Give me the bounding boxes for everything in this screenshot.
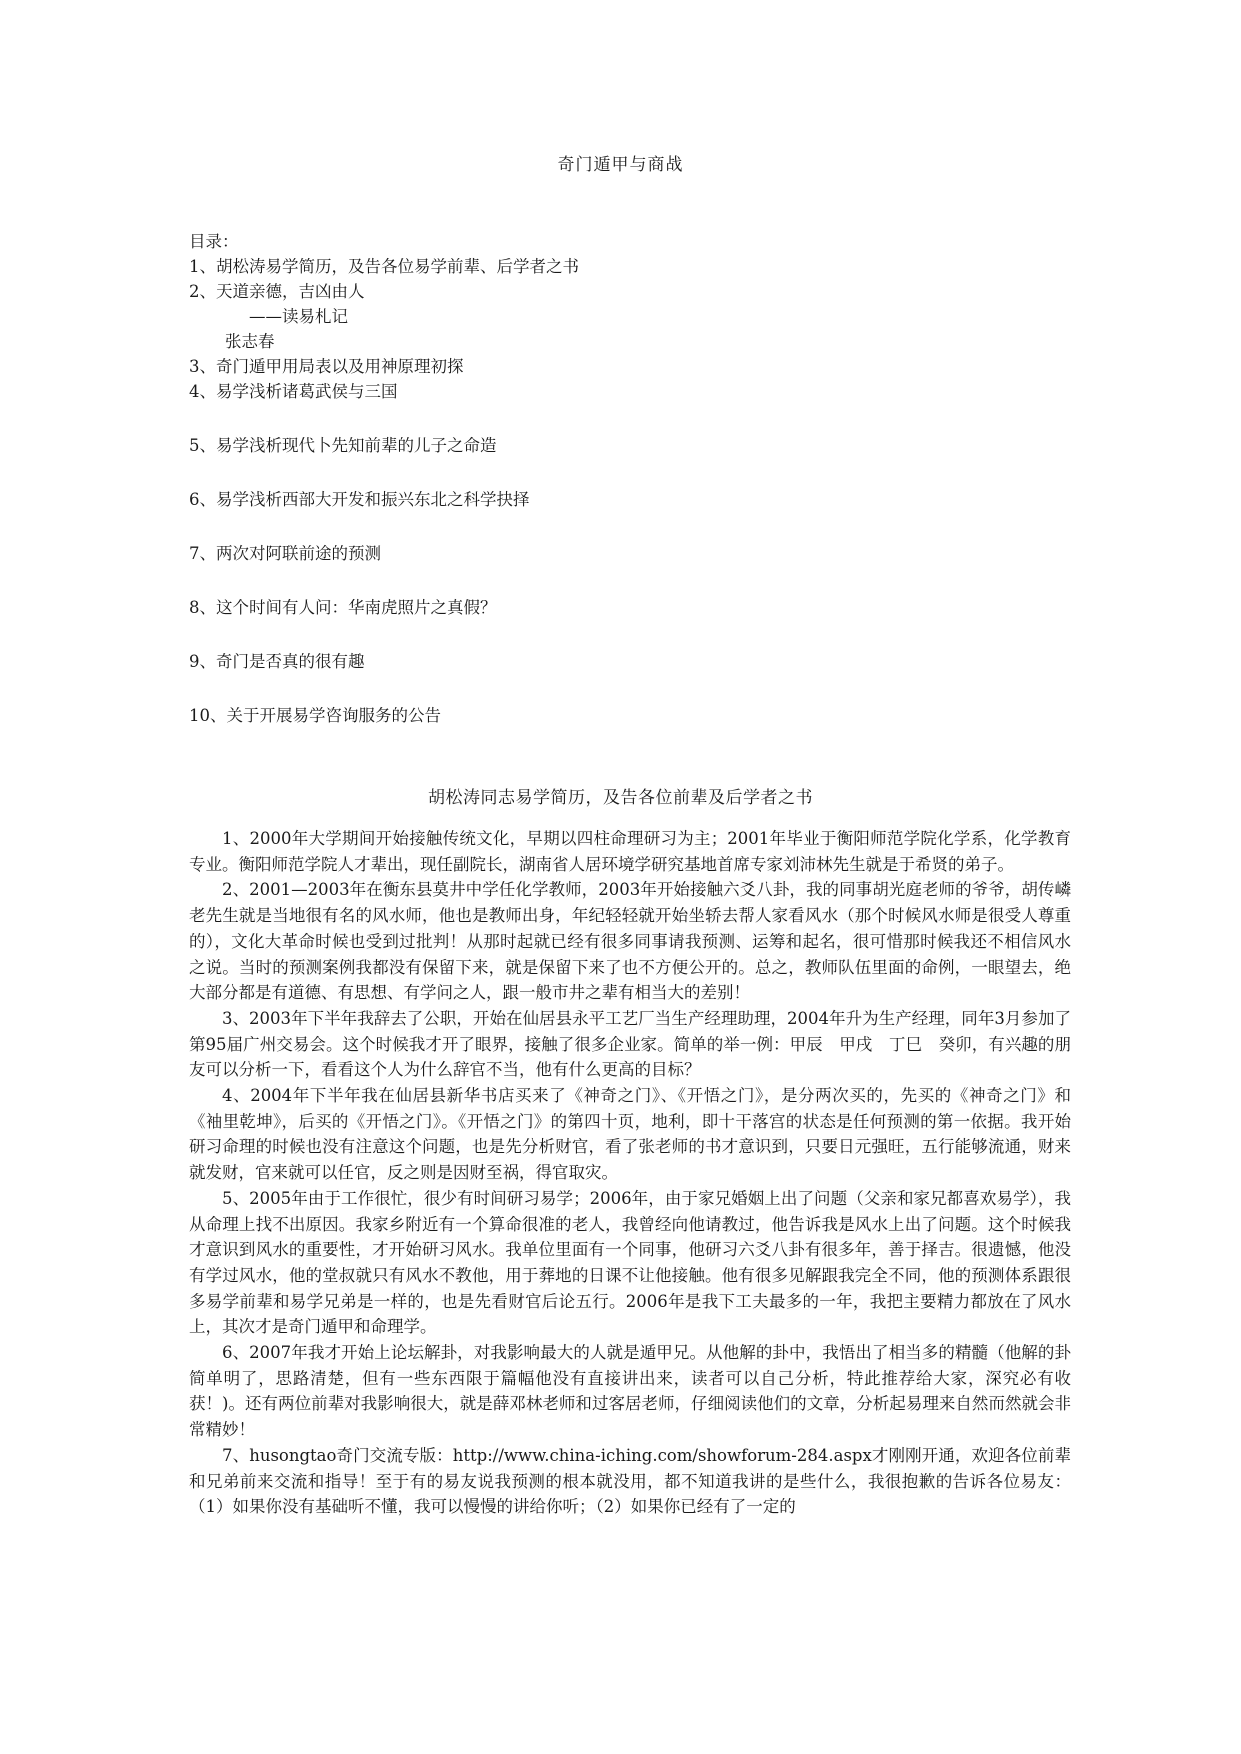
paragraph-1: 1、2000年大学期间开始接触传统文化，早期以四柱命理研习为主；2001年毕业于衡阳师范学院化学系，化学教育专业。衡阳师范学院人才辈出，现任副院长，湖南省人居环境学研究基地首席专家刘沛林先生就是于希贤的弟子。 bbox=[189, 829, 1071, 874]
toc-item-4: 4、易学浅析诸葛武侯与三国 bbox=[189, 382, 398, 401]
section-title: 胡松涛同志易学简历，及告各位前辈及后学者之书 bbox=[428, 788, 813, 808]
toc-item-6: 6、易学浅析西部大开发和振兴东北之科学抉择 bbox=[189, 490, 530, 509]
paragraph-5: 5、2005年由于工作很忙，很少有时间研习易学；2006年，由于家兄婚姻上出了问题（父亲和家兄都喜欢易学），我从命理上找不出原因。我家乡附近有一个算命很准的老人，我曾经向他请教过，他告诉我是风水上出了问题。这个时候我才意识到风水的重要性，才开始研习风水。我单位里面有一个同事，他研习六爻八卦有很多年，善于择吉。很遗憾，他没有学过风水，他的堂叔就只有风水不教他，用于葬地的日课不让他接触。他有很多见解跟我完全不同，他的预测体系跟很多易学前辈和易学兄弟是一样的，也是先看财官后论五行。2006年是我下工夫最多的一年，我把主要精力都放在了风水上，其次才是奇门遁甲和命理学。 bbox=[189, 1188, 1071, 1337]
body-text bbox=[189, 826, 1071, 1520]
toc-item-1: 1、胡松涛易学简历，及告各位易学前辈、后学者之书 bbox=[189, 257, 579, 276]
toc-item-2-subtitle: ——读易札记 bbox=[249, 307, 348, 326]
paragraph-6: 6、2007年我才开始上论坛解卦，对我影响最大的人就是遁甲兄。从他解的卦中，我悟出了相当多的精髓（他解的卦简单明了，思路清楚，但有一些东西限于篇幅他没有直接讲出来，读者可以自己分析，特此推荐给大家，深究必有收获！)。还有两位前辈对我影响很大，就是薛邓林老师和过客居老师，仔细阅读他们的文章，分析起易理来自然而然就会非常精妙！ bbox=[189, 1343, 1071, 1440]
paragraph-7: 7、husongtao奇门交流专版：http://www.china-iching.com/showforum-284.aspx才刚刚开通，欢迎各位前辈和兄弟前来交流和指导！至于有的易友说我预测的根本就没用，都不知道我讲的是些什么，我很抱歉的告诉各位易友：（1）如果你没有基础听不懂，我可以慢慢的讲给你听；（2）如果你已经有了一定的 bbox=[189, 1445, 1071, 1517]
toc-item-7: 7、两次对阿联前途的预测 bbox=[189, 544, 381, 563]
paragraph-3: 3、2003年下半年我辞去了公职，开始在仙居县永平工艺厂当生产经理助理，2004年升为生产经理，同年3月参加了第95届广州交易会。这个时候我才开了眼界，接触了很多企业家。简单的举一例：甲辰 甲戌 丁巳 癸卯，有兴趣的朋友可以分析一下，看看这个人为什么辞官不当，他有什么更高的目标？ bbox=[189, 1008, 1071, 1080]
toc-item-10: 10、关于开展易学咨询服务的公告 bbox=[189, 706, 441, 725]
toc-heading: 目录： bbox=[189, 232, 239, 251]
toc-item-2: 2、天道亲德，吉凶由人 bbox=[189, 282, 365, 301]
document-title: 奇门遁甲与商战 bbox=[557, 155, 684, 175]
toc-item-5: 5、易学浅析现代卜先知前辈的儿子之命造 bbox=[189, 436, 497, 455]
toc-item-3: 3、奇门遁甲用局表以及用神原理初探 bbox=[189, 357, 464, 376]
paragraph-2: 2、2001—2003年在衡东县莫井中学任化学教师，2003年开始接触六爻八卦，我的同事胡光庭老师的爷爷，胡传嶙老先生就是当地很有名的风水师，他也是教师出身，年纪轻轻就开始坐轿去帮人家看风水（那个时候风水师是很受人尊重的），文化大革命时候也受到过批判！从那时起就已经有很多同事请我预测、运筹和起名，很可惜那时候我还不相信风水之说。当时的预测案例我都没有保留下来，就是保留下来了也不方便公开的。总之，教师队伍里面的命例，一眼望去，绝大部分都是有道德、有思想、有学问之人，跟一般市井之辈有相当大的差别！ bbox=[189, 880, 1071, 1003]
paragraph-4: 4、2004年下半年我在仙居县新华书店买来了《神奇之门》、《开悟之门》，是分两次买的，先买的《神奇之门》和《袖里乾坤》，后买的《开悟之门》。《开悟之门》的第四十页，地利，即十干落宫的状态是任何预测的第一依据。我开始研习命理的时候也没有注意这个问题，也是先分析财官，看了张老师的书才意识到，只要日元强旺，五行能够流通，财来就发财，官来就可以任官，反之则是因财至祸，得官取灾。 bbox=[189, 1086, 1071, 1183]
toc-item-2-author: 张志春 bbox=[225, 332, 275, 351]
toc-item-8: 8、这个时间有人问：华南虎照片之真假？ bbox=[189, 598, 497, 617]
toc-item-9: 9、奇门是否真的很有趣 bbox=[189, 652, 365, 671]
